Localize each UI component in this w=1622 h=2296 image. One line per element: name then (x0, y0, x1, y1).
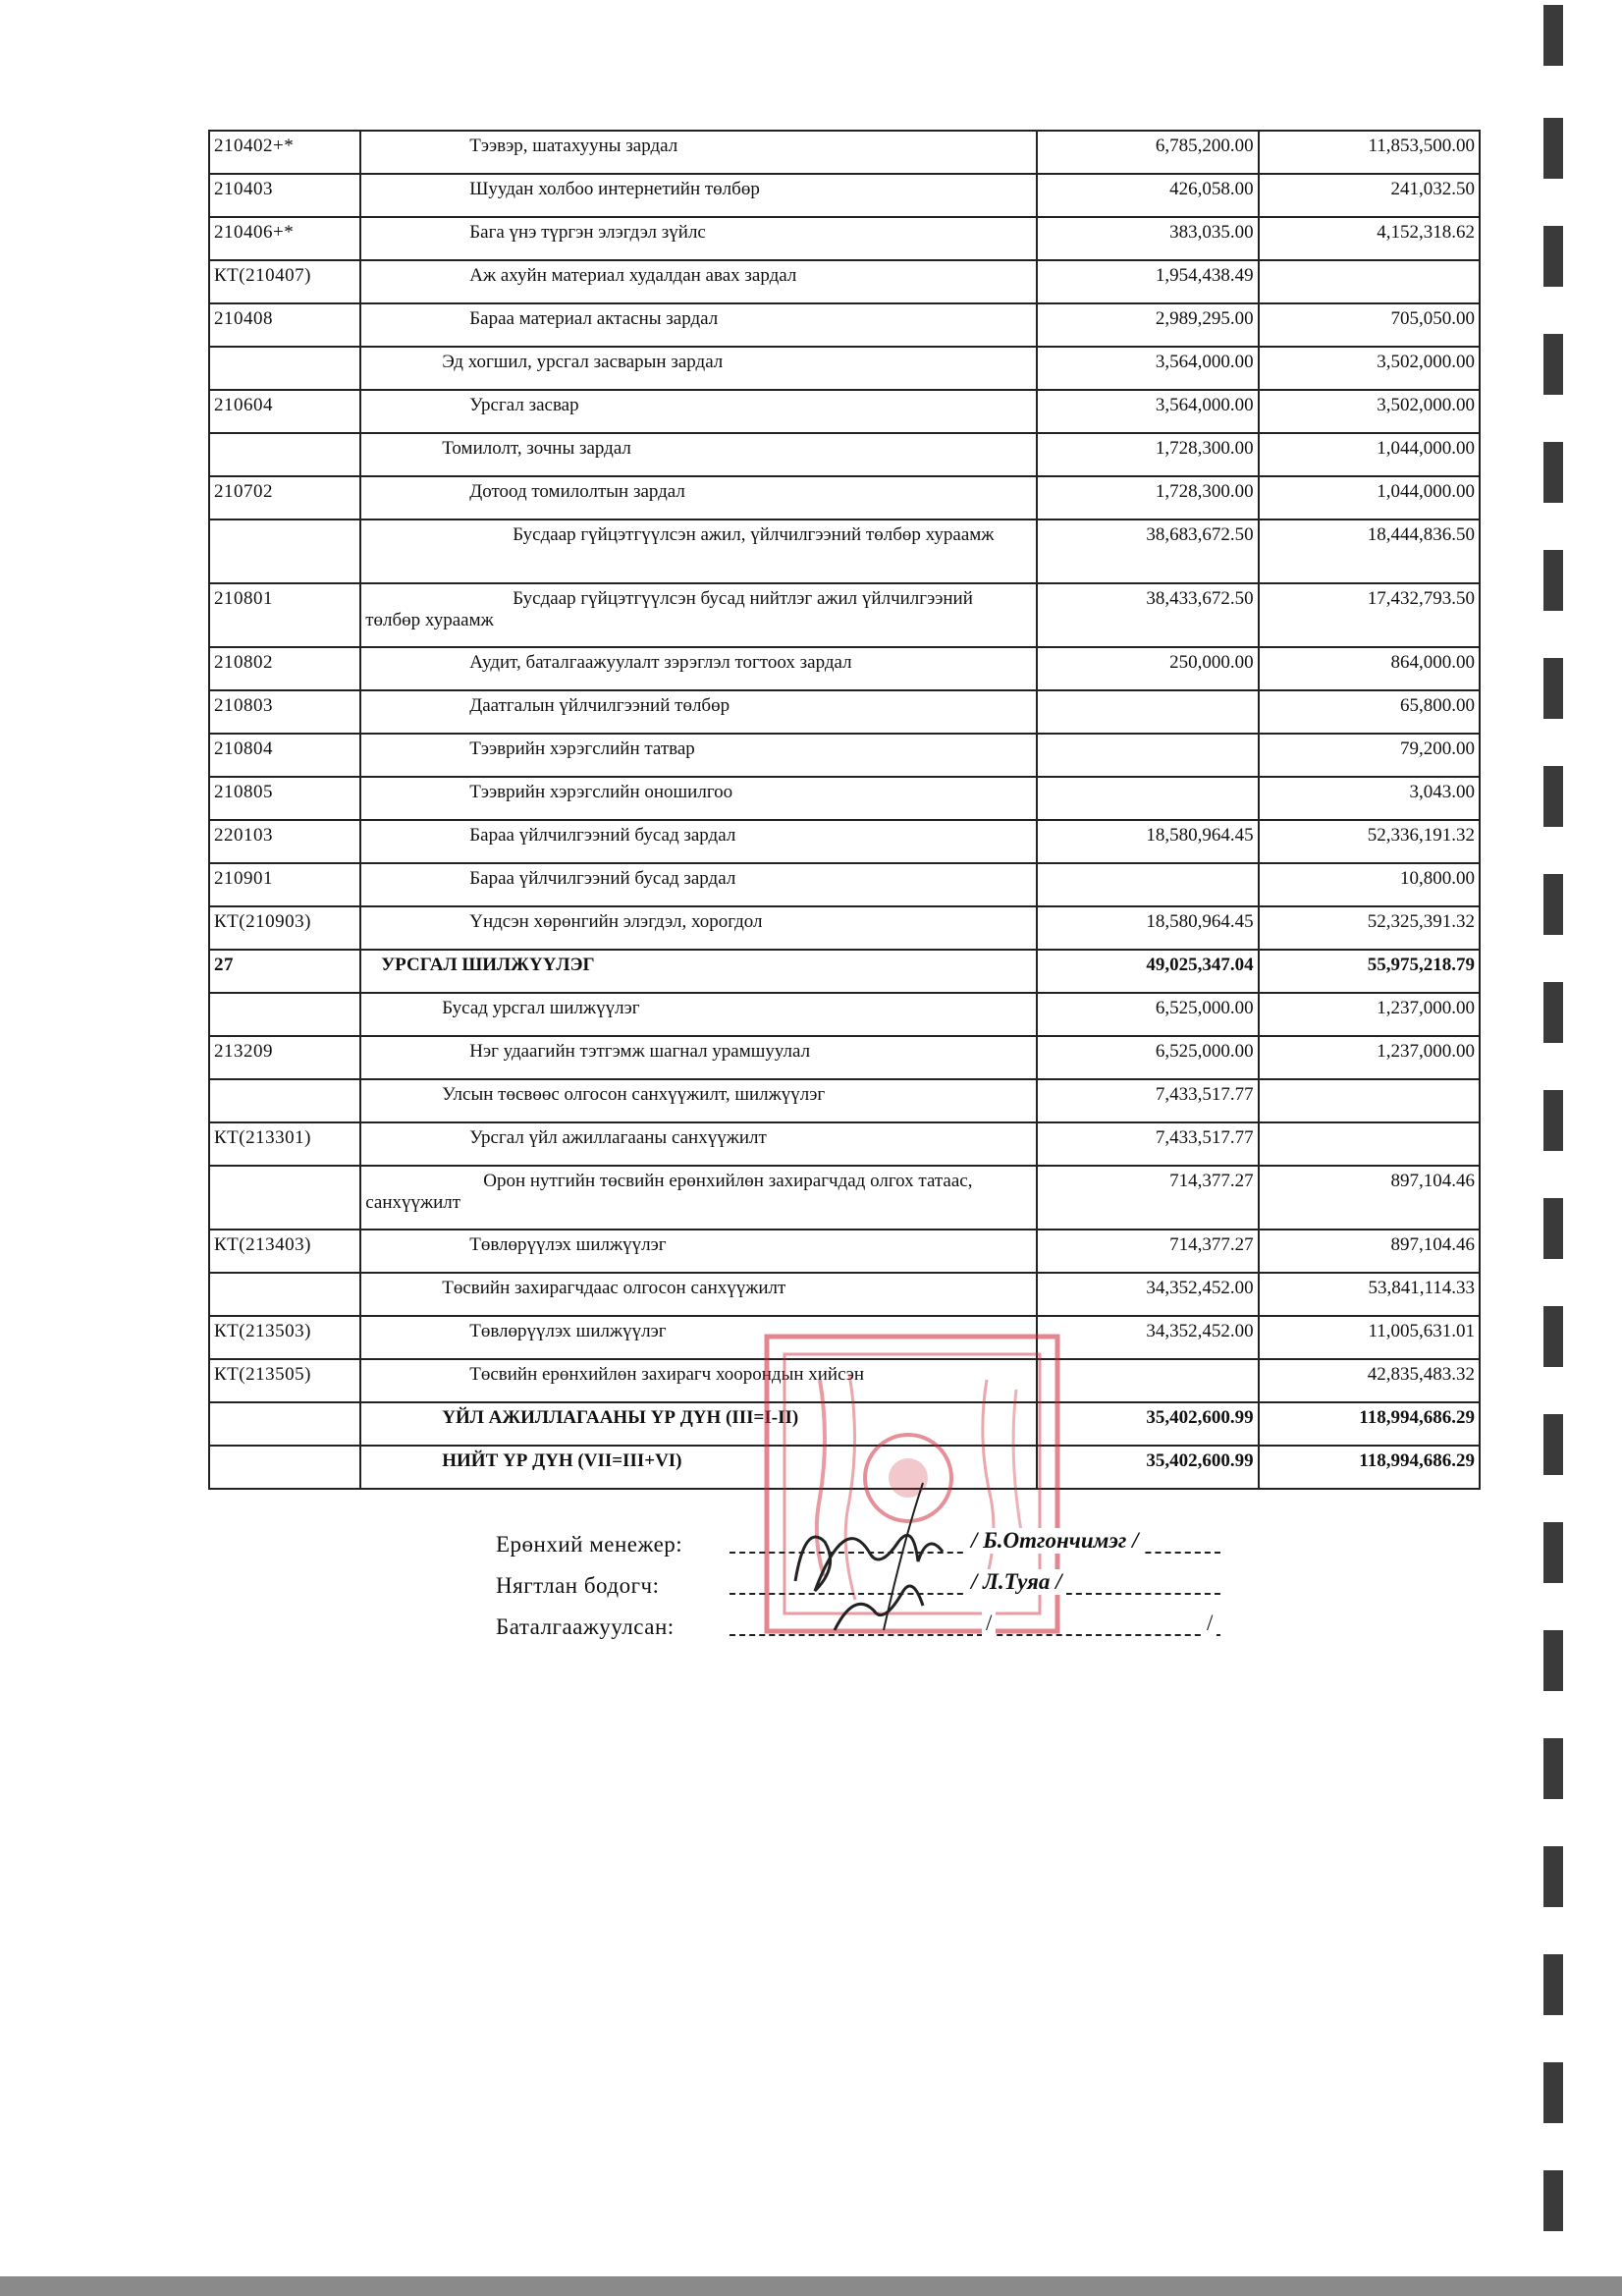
row-value-previous: 3,043.00 (1259, 777, 1480, 820)
row-code (209, 1446, 360, 1489)
binder-mark (1543, 982, 1563, 1043)
row-value-previous: 897,104.46 (1259, 1166, 1480, 1230)
manager-signature-row (496, 1528, 1281, 1573)
row-code (209, 519, 360, 583)
row-value-previous: 17,432,793.50 (1259, 583, 1480, 647)
row-code (209, 347, 360, 390)
table-row (209, 174, 1480, 217)
table-row (209, 734, 1480, 777)
table-row (209, 690, 1480, 734)
row-value-current (1037, 734, 1258, 777)
row-value-previous (1259, 1079, 1480, 1122)
row-description: Орон нутгийн төсвийн ерөнхийлөн захирагчдад олгох татаас, санхүүжилт (360, 1166, 1037, 1230)
verified-label: Баталгаажуулсан: (496, 1614, 675, 1639)
binder-mark (1543, 118, 1563, 179)
row-description: ҮЙЛ АЖИЛЛАГААНЫ ҮР ДҮН (III=I-II) (360, 1402, 1037, 1446)
row-code: 210804 (209, 734, 360, 777)
row-description: Тээврийн хэрэгслийн оношилгоо (360, 777, 1037, 820)
scan-edge-bar (0, 2276, 1622, 2296)
row-value-previous: 52,336,191.32 (1259, 820, 1480, 863)
row-value-current (1037, 777, 1258, 820)
binder-mark (1543, 1630, 1563, 1691)
row-value-current: 1,728,300.00 (1037, 476, 1258, 519)
row-description: УРСГАЛ ШИЛЖҮҮЛЭГ (360, 950, 1037, 993)
row-value-previous: 42,835,483.32 (1259, 1359, 1480, 1402)
row-value-previous: 705,050.00 (1259, 303, 1480, 347)
row-description: Бараа үйлчилгээний бусад зардал (360, 820, 1037, 863)
table-row (209, 519, 1480, 583)
row-description: Тээвэр, шатахууны зардал (360, 131, 1037, 174)
row-code: 210403 (209, 174, 360, 217)
row-value-current: 34,352,452.00 (1037, 1273, 1258, 1316)
row-description: Улсын төсвөөс олгосон санхүүжилт, шилжүүлэг (360, 1079, 1037, 1122)
binder-mark (1543, 334, 1563, 395)
binder-mark (1543, 658, 1563, 719)
row-value-previous: 1,237,000.00 (1259, 993, 1480, 1036)
row-value-current: 3,564,000.00 (1037, 347, 1258, 390)
row-value-current: 3,564,000.00 (1037, 390, 1258, 433)
table-row (209, 433, 1480, 476)
row-code: 210805 (209, 777, 360, 820)
table-row (209, 583, 1480, 647)
row-code: 210604 (209, 390, 360, 433)
row-description: Аудит, баталгаажуулалт зэрэглэл тогтоох зардал (360, 647, 1037, 690)
row-code (209, 993, 360, 1036)
row-value-current: 2,989,295.00 (1037, 303, 1258, 347)
row-code (209, 1079, 360, 1122)
row-code: 210406+* (209, 217, 360, 260)
table-row (209, 260, 1480, 303)
table-row (209, 1036, 1480, 1079)
row-value-current: 49,025,347.04 (1037, 950, 1258, 993)
row-description: Төсвийн захирагчдаас олгосон санхүүжилт (360, 1273, 1037, 1316)
row-code: КТ(213301) (209, 1122, 360, 1166)
table-row (209, 820, 1480, 863)
row-value-previous: 897,104.46 (1259, 1230, 1480, 1273)
row-value-previous: 3,502,000.00 (1259, 390, 1480, 433)
row-value-previous: 55,975,218.79 (1259, 950, 1480, 993)
table-row (209, 390, 1480, 433)
row-value-current: 714,377.27 (1037, 1230, 1258, 1273)
row-value-previous: 10,800.00 (1259, 863, 1480, 906)
binder-mark (1543, 1738, 1563, 1799)
financial-table-container (208, 130, 1481, 1490)
row-description: Тээврийн хэрэгслийн татвар (360, 734, 1037, 777)
row-value-previous: 1,044,000.00 (1259, 433, 1480, 476)
row-code: 210901 (209, 863, 360, 906)
binder-mark (1543, 1306, 1563, 1367)
table-row (209, 863, 1480, 906)
row-value-previous: 1,044,000.00 (1259, 476, 1480, 519)
binder-mark (1543, 442, 1563, 503)
row-description: Төвлөрүүлэх шилжүүлэг (360, 1230, 1037, 1273)
row-description: Нэг удаагийн тэтгэмж шагнал урамшуулал (360, 1036, 1037, 1079)
binder-mark (1543, 1846, 1563, 1907)
row-value-current: 1,954,438.49 (1037, 260, 1258, 303)
binder-mark (1543, 1414, 1563, 1475)
row-description: Бараа материал актасны зардал (360, 303, 1037, 347)
row-description: Бусдаар гүйцэтгүүлсэн ажил, үйлчилгээний төлбөр хураамж (360, 519, 1037, 583)
binder-mark (1543, 1090, 1563, 1151)
row-code: 210408 (209, 303, 360, 347)
table-row (209, 131, 1480, 174)
row-value-current: 6,525,000.00 (1037, 993, 1258, 1036)
signature-line (730, 1634, 1220, 1636)
row-value-previous: 118,994,686.29 (1259, 1446, 1480, 1489)
row-value-current: 6,525,000.00 (1037, 1036, 1258, 1079)
row-code (209, 1166, 360, 1230)
row-description: Үндсэн хөрөнгийн элэгдэл, хорогдол (360, 906, 1037, 950)
row-value-previous: 11,005,631.01 (1259, 1316, 1480, 1359)
row-description: Томилолт, зочны зардал (360, 433, 1037, 476)
table-row (209, 217, 1480, 260)
row-value-previous: 864,000.00 (1259, 647, 1480, 690)
row-code: КТ(213503) (209, 1316, 360, 1359)
row-value-previous: 241,032.50 (1259, 174, 1480, 217)
row-code: 210801 (209, 583, 360, 647)
row-code: 210802 (209, 647, 360, 690)
binder-mark (1543, 2062, 1563, 2123)
row-description: Бусдаар гүйцэтгүүлсэн бусад нийтлэг ажил үйлчилгээний төлбөр хураамж (360, 583, 1037, 647)
binder-mark (1543, 766, 1563, 827)
row-value-current: 35,402,600.99 (1037, 1446, 1258, 1489)
row-description: Аж ахуйн материал худалдан авах зардал (360, 260, 1037, 303)
row-value-current: 38,683,672.50 (1037, 519, 1258, 583)
row-value-current: 6,785,200.00 (1037, 131, 1258, 174)
binder-mark (1543, 1198, 1563, 1259)
binder-mark (1543, 226, 1563, 287)
row-value-previous (1259, 260, 1480, 303)
row-value-previous: 53,841,114.33 (1259, 1273, 1480, 1316)
accountant-signature-row (496, 1569, 1281, 1614)
verified-name-open: / (982, 1611, 996, 1636)
signature-block (496, 1528, 1281, 1656)
row-value-previous: 118,994,686.29 (1259, 1402, 1480, 1446)
row-code: КТ(213505) (209, 1359, 360, 1402)
row-value-previous: 52,325,391.32 (1259, 906, 1480, 950)
row-code: 210803 (209, 690, 360, 734)
row-value-previous: 1,237,000.00 (1259, 1036, 1480, 1079)
row-value-current: 35,402,600.99 (1037, 1402, 1258, 1446)
row-value-current: 250,000.00 (1037, 647, 1258, 690)
row-code: КТ(210903) (209, 906, 360, 950)
manager-label: Ерөнхий менежер: (496, 1532, 683, 1557)
binder-mark (1543, 1522, 1563, 1583)
row-description: Урсгал засвар (360, 390, 1037, 433)
row-description: Бусад урсгал шилжүүлэг (360, 993, 1037, 1036)
row-value-current: 714,377.27 (1037, 1166, 1258, 1230)
binder-mark (1543, 5, 1563, 66)
verified-name-close: / (1203, 1611, 1216, 1636)
row-description: Даатгалын үйлчилгээний төлбөр (360, 690, 1037, 734)
row-value-previous: 4,152,318.62 (1259, 217, 1480, 260)
row-value-current: 1,728,300.00 (1037, 433, 1258, 476)
row-value-current: 38,433,672.50 (1037, 583, 1258, 647)
row-value-current: 383,035.00 (1037, 217, 1258, 260)
row-value-previous: 11,853,500.00 (1259, 131, 1480, 174)
row-code (209, 1273, 360, 1316)
binder-mark (1543, 874, 1563, 935)
binder-mark (1543, 2170, 1563, 2231)
row-value-current: 18,580,964.45 (1037, 906, 1258, 950)
row-description: Дотоод томилолтын зардал (360, 476, 1037, 519)
row-value-previous: 18,444,836.50 (1259, 519, 1480, 583)
table-row (209, 1273, 1480, 1316)
table-row (209, 993, 1480, 1036)
row-value-current: 7,433,517.77 (1037, 1122, 1258, 1166)
table-row (209, 303, 1480, 347)
row-description: Төвлөрүүлэх шилжүүлэг (360, 1316, 1037, 1359)
row-code: КТ(213403) (209, 1230, 360, 1273)
manager-name: / Б.Отгончимэг / (967, 1528, 1143, 1554)
row-value-current: 7,433,517.77 (1037, 1079, 1258, 1122)
table-row (209, 906, 1480, 950)
binder-mark (1543, 1954, 1563, 2015)
table-row (209, 1122, 1480, 1166)
row-code: КТ(210407) (209, 260, 360, 303)
accountant-label: Нягтлан бодогч: (496, 1573, 660, 1598)
row-description: Урсгал үйл ажиллагааны санхүүжилт (360, 1122, 1037, 1166)
row-code: 220103 (209, 820, 360, 863)
row-code: 27 (209, 950, 360, 993)
row-code: 210702 (209, 476, 360, 519)
row-value-current: 34,352,452.00 (1037, 1316, 1258, 1359)
row-description: Шуудан холбоо интернетийн төлбөр (360, 174, 1037, 217)
table-row (209, 347, 1480, 390)
financial-report-table (208, 130, 1481, 1490)
row-code: 210402+* (209, 131, 360, 174)
row-description: Бараа үйлчилгээний бусад зардал (360, 863, 1037, 906)
row-value-previous: 3,502,000.00 (1259, 347, 1480, 390)
accountant-name: / Л.Туяа / (967, 1569, 1066, 1595)
table-row (209, 647, 1480, 690)
row-description: Бага үнэ түргэн элэгдэл зүйлс (360, 217, 1037, 260)
table-row (209, 1079, 1480, 1122)
row-code (209, 1402, 360, 1446)
row-value-previous (1259, 1122, 1480, 1166)
table-row (209, 1230, 1480, 1273)
table-row (209, 1166, 1480, 1230)
verified-signature-row (496, 1611, 1281, 1656)
table-row (209, 777, 1480, 820)
row-value-current (1037, 863, 1258, 906)
row-code (209, 433, 360, 476)
binder-mark (1543, 550, 1563, 611)
table-row (209, 950, 1480, 993)
row-value-previous: 65,800.00 (1259, 690, 1480, 734)
row-value-previous: 79,200.00 (1259, 734, 1480, 777)
row-value-current (1037, 690, 1258, 734)
row-code: 213209 (209, 1036, 360, 1079)
row-description: Төсвийн ерөнхийлөн захирагч хоорондын хийсэн (360, 1359, 1037, 1402)
table-row (209, 476, 1480, 519)
row-description: Эд хогшил, урсгал засварын зардал (360, 347, 1037, 390)
row-value-current: 426,058.00 (1037, 174, 1258, 217)
row-value-current: 18,580,964.45 (1037, 820, 1258, 863)
row-description: НИЙТ ҮР ДҮН (VII=III+VI) (360, 1446, 1037, 1489)
